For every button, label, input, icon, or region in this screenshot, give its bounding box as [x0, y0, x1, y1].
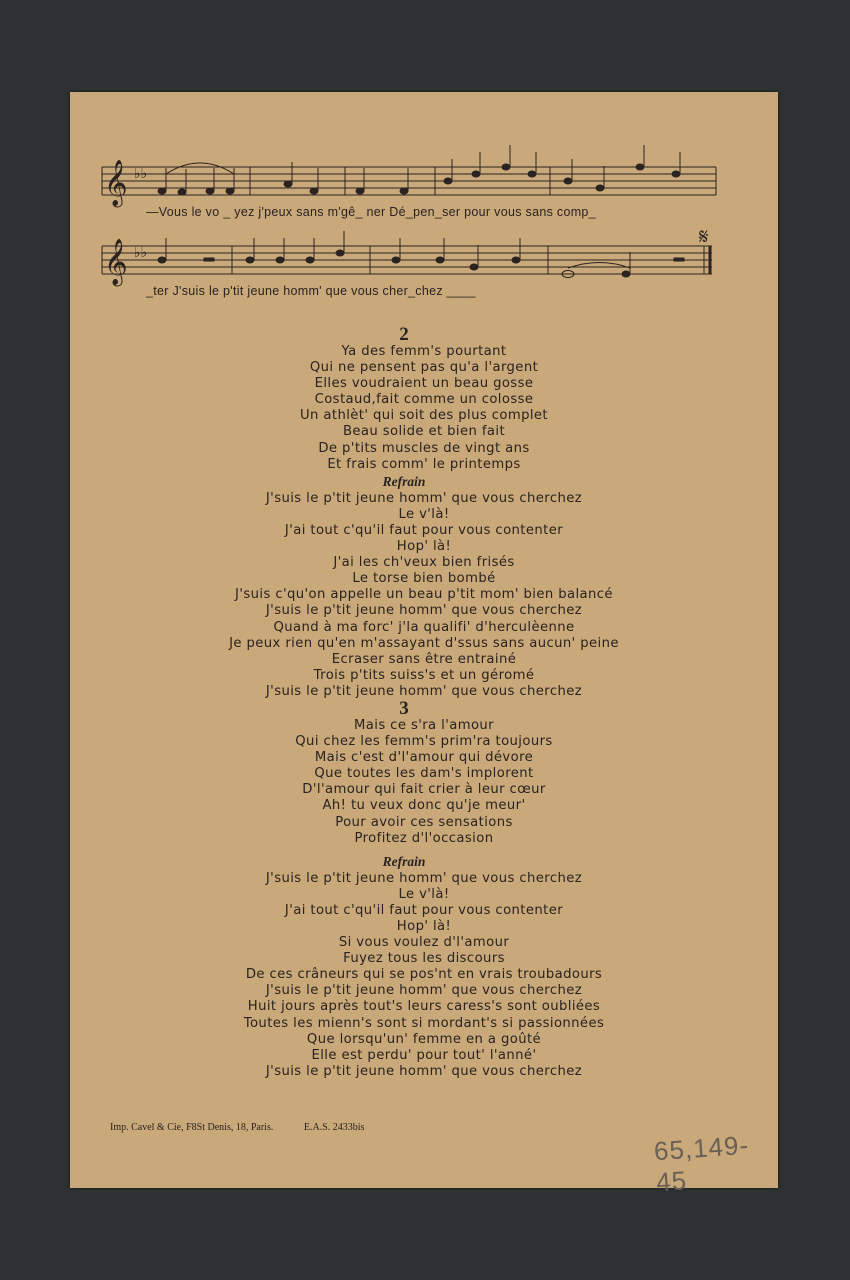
refrain-line: J'suis le p'tit jeune homm' que vous cherchez: [265, 1063, 583, 1079]
verse-line: Que toutes les dam's implorent: [314, 766, 534, 782]
refrain-line: J'suis c'qu'on appelle un beau p'tit mom' bien balancé: [235, 587, 613, 603]
flat-icon: ♭♭: [134, 166, 148, 182]
refrain-line: Trois p'tits suiss's et un géromé: [313, 667, 535, 683]
stanza-number: 3: [399, 697, 409, 719]
refrain-line: J'suis le p'tit jeune homm' que vous cherchez: [265, 983, 583, 999]
verse-line: Mais ce s'ra l'amour: [354, 717, 494, 733]
verse-line: Pour avoir ces sensations: [335, 814, 513, 830]
refrain-line: J'ai les ch'veux bien frisés: [333, 555, 515, 571]
sheet-music-page: [70, 92, 778, 1198]
refrain-line: Huit jours après tout's leurs caress's sont oubliées: [247, 999, 601, 1015]
verse-line: Profitez d'l'occasion: [354, 830, 494, 846]
verses: [70, 326, 778, 1080]
refrain-line: Si vous voulez d'l'amour: [338, 935, 510, 951]
stanza-number: 2: [399, 324, 409, 345]
refrain-title: Refrain: [382, 473, 426, 489]
verse-line: Qui chez les femm's prim'ra toujours: [295, 734, 553, 750]
refrain-line: Fuyez tous les discours: [343, 951, 505, 967]
treble-clef-icon: 𝄞: [104, 160, 128, 206]
flat-icon: ♭♭: [134, 245, 148, 261]
verse-line: Un athlèt' qui soit des plus complet: [299, 408, 548, 424]
verse-line: Mais c'est d'l'amour qui dévore: [314, 750, 534, 766]
stanza-3: [70, 697, 778, 1080]
refrain-line: Hop' là!: [396, 539, 452, 555]
verse-line: Qui ne pensent pas qu'a l'argent: [309, 360, 539, 376]
refrain-line: J'suis le p'tit jeune homm' que vous cherchez: [265, 490, 583, 506]
verse-line: Ya des femm's pourtant: [341, 344, 507, 359]
verse-line: Et frais comm' le printemps: [327, 456, 521, 472]
refrain-line: J'suis le p'tit jeune homm' que vous cherchez: [265, 870, 583, 886]
catalog-code: E.A.S. 2433bis: [303, 1122, 365, 1133]
refrain-line: Le v'là!: [398, 886, 450, 902]
stanza-2: [70, 326, 778, 700]
verse-line: Costaud,fait comme un colosse: [314, 392, 534, 408]
refrain-line: Quand à ma forc' j'la qualifi' d'herculèenne: [273, 619, 575, 635]
lyrics-row-1: —Vous le vo _ yez j'peux sans m'gê_ ner Dé_pen_ser pour vous sans comp_: [146, 205, 596, 219]
printer-footer: [110, 1122, 364, 1133]
refrain-line: Elle est perdu' pour tout' l'anné': [311, 1047, 537, 1063]
verse-line: Ah! tu veux donc qu'je meur': [322, 798, 526, 814]
refrain-line: De ces crâneurs qui se pos'nt en vrais troubadours: [245, 967, 603, 983]
segno-icon: 𝄋: [699, 225, 709, 250]
refrain-title: Refrain: [382, 853, 426, 869]
staff-2: [102, 246, 712, 274]
verse-line: De p'tits muscles de vingt ans: [318, 440, 530, 456]
refrain-line: Que lorsqu'un' femme en a goûté: [306, 1031, 542, 1047]
refrain-line: Le v'là!: [398, 506, 450, 522]
refrain-line: Ecraser sans être entrainé: [331, 651, 517, 667]
refrain-line: Je peux rien qu'en m'assayant d'ssus sans aucun' peine: [229, 635, 619, 651]
refrain-line: J'suis le p'tit jeune homm' que vous cherchez: [265, 683, 583, 699]
notes-staff-2: [158, 231, 684, 278]
refrain-line: Le torse bien bombé: [352, 571, 496, 587]
staff-1: [102, 167, 716, 195]
printer-credit: Imp. Cavel & Cie, F8St Denis, 18, Paris.: [110, 1122, 274, 1133]
treble-clef-icon: 𝄞: [104, 239, 128, 285]
archive-number: 65,149-45: [652, 1129, 751, 1198]
refrain-line: J'suis le p'tit jeune homm' que vous cherchez: [265, 603, 583, 619]
music-staves: [70, 92, 778, 302]
refrain-line: J'ai tout c'qu'il faut pour vous contenter: [284, 902, 564, 918]
lyrics-row-2: _ter J'suis le p'tit jeune homm' que vous cher_chez ____: [146, 284, 476, 298]
refrain-line: J'ai tout c'qu'il faut pour vous contenter: [284, 522, 564, 538]
verse-line: Beau solide et bien fait: [342, 424, 506, 440]
verse-line: D'l'amour qui fait crier à leur cœur: [302, 782, 546, 798]
refrain-line: Hop' là!: [396, 919, 452, 934]
refrain-line: Toutes les mienn's sont si mordant's si passionnées: [243, 1015, 605, 1031]
verse-line: Elles voudraient un beau gosse: [314, 376, 534, 392]
